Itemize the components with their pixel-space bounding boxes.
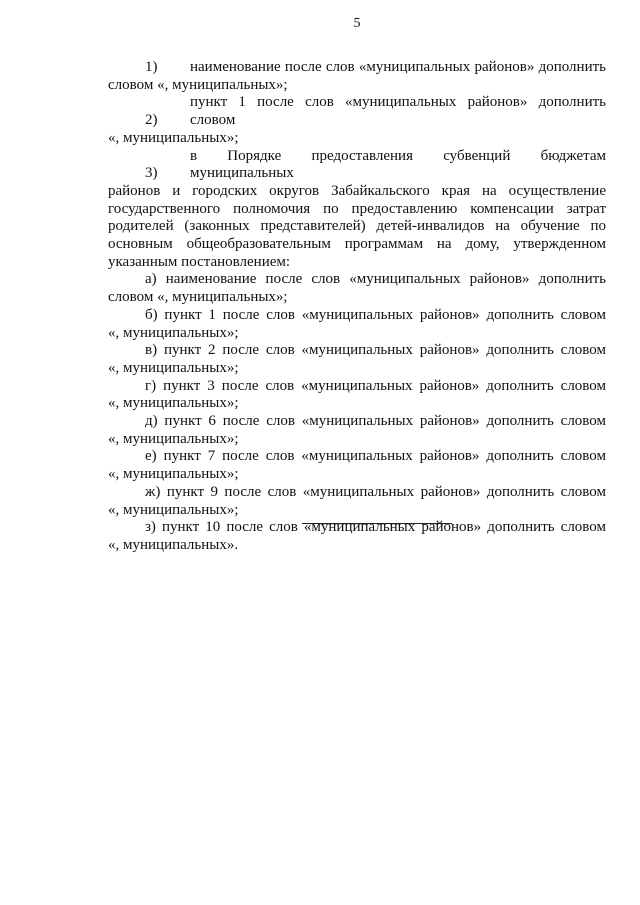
paragraph-line bbox=[108, 183, 606, 201]
paragraph bbox=[108, 94, 606, 147]
paragraph-line bbox=[108, 271, 606, 289]
line-text: е) пункт 7 после слов «муниципальных районов» дополнить словом bbox=[145, 448, 606, 465]
document-body bbox=[108, 59, 606, 555]
line-text: б) пункт 1 после слов «муниципальных районов» дополнить словом bbox=[145, 306, 606, 323]
line-text: д) пункт 6 после слов «муниципальных районов» дополнить словом bbox=[145, 413, 606, 430]
paragraph-line bbox=[108, 360, 606, 378]
paragraph-line bbox=[108, 77, 606, 95]
paragraph-line bbox=[108, 148, 606, 183]
paragraph-line bbox=[108, 378, 606, 396]
paragraph-line bbox=[108, 502, 606, 520]
line-text: ж) пункт 9 после слов «муниципальных районов» дополнить словом bbox=[145, 483, 606, 500]
line-text: в Порядке предоставления субвенций бюджетам муниципальных bbox=[190, 147, 606, 182]
paragraph-line bbox=[108, 94, 606, 129]
line-text: «, муниципальных». bbox=[108, 536, 239, 553]
paragraph-line bbox=[108, 484, 606, 502]
paragraph-line bbox=[108, 254, 606, 272]
item-number: 2) bbox=[145, 112, 158, 129]
paragraph-line bbox=[108, 537, 606, 555]
paragraph bbox=[108, 307, 606, 342]
line-text: словом «, муниципальных»; bbox=[108, 289, 288, 306]
end-separator-line bbox=[302, 523, 452, 524]
item-number: 1) bbox=[145, 59, 158, 75]
line-text: указанным постановлением: bbox=[108, 253, 291, 270]
page-number: 5 bbox=[353, 16, 361, 31]
paragraph-line bbox=[108, 431, 606, 449]
line-text: «, муниципальных»; bbox=[108, 395, 239, 412]
paragraph bbox=[108, 484, 606, 519]
line-text: наименование после слов «муниципальных районов» дополнить bbox=[190, 59, 606, 75]
line-text: районов и городских округов Забайкальского края на осуществление bbox=[108, 182, 606, 199]
line-text: «, муниципальных»; bbox=[108, 466, 239, 483]
paragraph bbox=[108, 59, 606, 94]
paragraph-line bbox=[108, 519, 606, 537]
paragraph bbox=[108, 342, 606, 377]
paragraph-line bbox=[108, 325, 606, 343]
paragraph-line bbox=[108, 289, 606, 307]
paragraph-line bbox=[108, 413, 606, 431]
paragraph-line bbox=[108, 236, 606, 254]
line-text: государственного полномочия по предоставлению компенсации затрат bbox=[108, 200, 606, 217]
paragraph-line bbox=[108, 342, 606, 360]
line-text: словом «, муниципальных»; bbox=[108, 76, 288, 93]
paragraph-line bbox=[108, 59, 606, 77]
paragraph-line bbox=[108, 448, 606, 466]
paragraph-line bbox=[108, 218, 606, 236]
line-text: «, муниципальных»; bbox=[108, 129, 239, 146]
line-text: а) наименование после слов «муниципальных районов» дополнить bbox=[145, 271, 606, 288]
paragraph bbox=[108, 413, 606, 448]
line-text: родителей (законных представителей) детей-инвалидов на обучение по bbox=[108, 218, 606, 235]
line-text: пункт 1 после слов «муниципальных районов» дополнить словом bbox=[190, 94, 606, 129]
line-text: з) пункт 10 после слов «муниципальных районов» дополнить словом bbox=[145, 519, 606, 536]
paragraph-line bbox=[108, 307, 606, 325]
paragraph-line bbox=[108, 395, 606, 413]
line-text: основным общеобразовательным программам на дому, утвержденном bbox=[108, 236, 606, 253]
line-text: «, муниципальных»; bbox=[108, 359, 239, 376]
paragraph bbox=[108, 378, 606, 413]
paragraph-line bbox=[108, 466, 606, 484]
paragraph bbox=[108, 448, 606, 483]
line-text: в) пункт 2 после слов «муниципальных районов» дополнить словом bbox=[145, 342, 606, 359]
paragraph bbox=[108, 519, 606, 554]
paragraph-line bbox=[108, 201, 606, 219]
paragraph-line bbox=[108, 130, 606, 148]
line-text: г) пункт 3 после слов «муниципальных районов» дополнить словом bbox=[145, 377, 606, 394]
line-text: «, муниципальных»; bbox=[108, 324, 239, 341]
line-text: «, муниципальных»; bbox=[108, 430, 239, 447]
line-text: «, муниципальных»; bbox=[108, 501, 239, 518]
paragraph bbox=[108, 148, 606, 272]
item-number: 3) bbox=[145, 165, 158, 182]
paragraph bbox=[108, 271, 606, 306]
